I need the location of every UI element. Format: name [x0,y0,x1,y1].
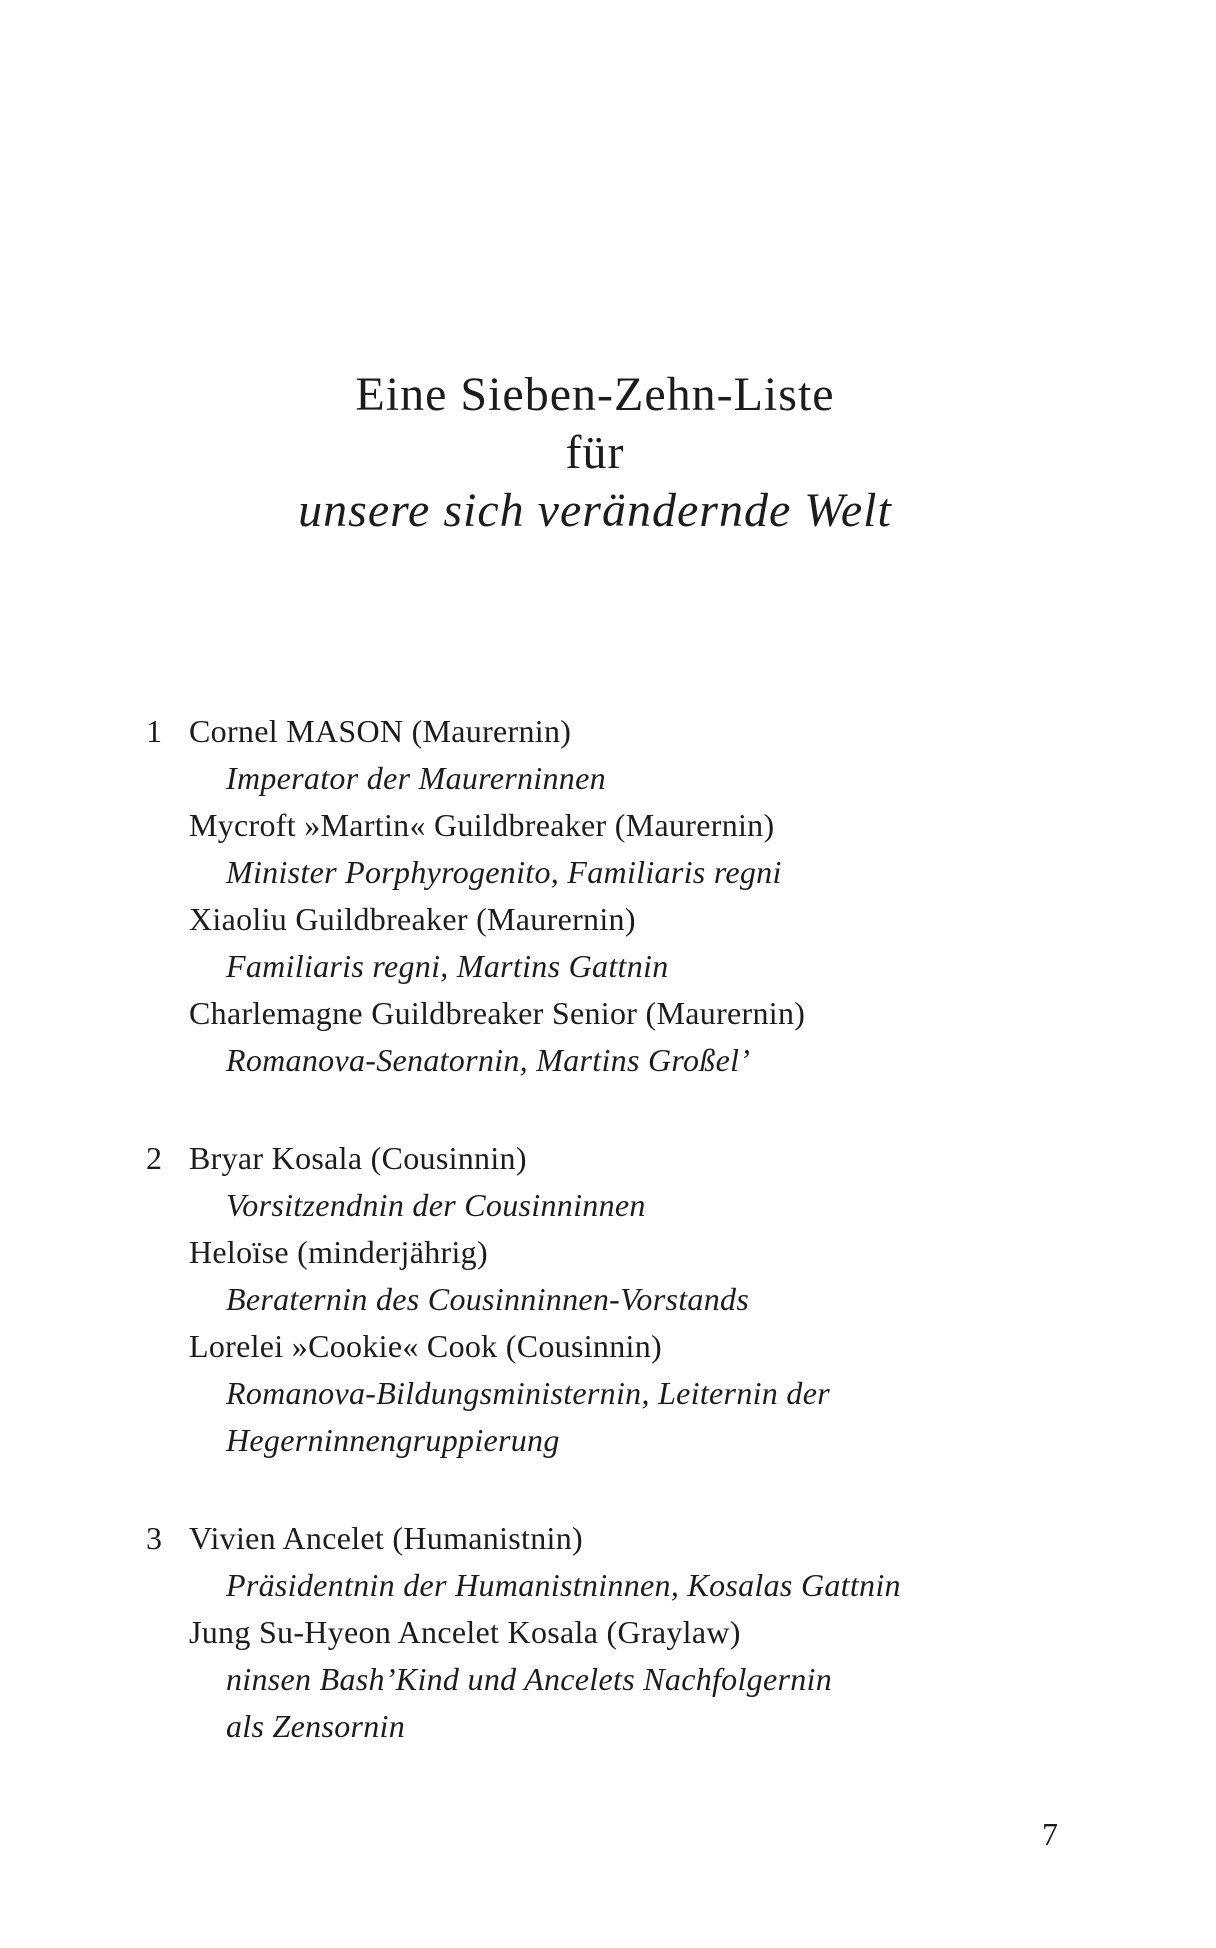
character-name: Charlemagne Guildbreaker Senior (Maurernin) [189,995,806,1031]
character-role: ninsen Bash’Kind und Ancelets Nachfolgernin [226,1661,833,1697]
title-line-2: für [565,426,625,479]
character-name: Xiaoliu Guildbreaker (Maurernin) [189,901,636,937]
character-role: Minister Porphyrogenito, Familiaris regni [226,854,782,890]
character-role: Romanova-Bildungsministernin, Leiternin der [226,1375,830,1411]
page-number: 7 [1042,1816,1058,1852]
character-role: als Zensornin [226,1708,406,1744]
character-name: Mycroft »Martin« Guildbreaker (Maurernin) [189,807,775,843]
character-name: Vivien Ancelet (Humanistnin) [189,1520,583,1556]
character-role: Beraternin des Cousinninnen-Vorstands [226,1281,750,1317]
group-lines [189,1515,1089,1750]
character-role: Familiaris regni, Martins Gattnin [226,948,669,984]
character-role: Präsidentnin der Humanistninnen, Kosalas Gattnin [226,1567,901,1603]
group-number: 3 [146,1520,162,1556]
character-name: Bryar Kosala (Cousinnin) [189,1140,527,1176]
group-number: 2 [146,1140,162,1176]
title-line-1: Eine Sieben-Zehn-Liste [355,368,835,421]
character-name: Cornel MASON (Maurernin) [189,713,572,749]
character-role: Hegerninnengruppierung [226,1422,560,1458]
character-role: Imperator der Maurerninnen [226,760,606,796]
character-name: Heloïse (minderjährig) [189,1234,488,1270]
character-role: Vorsitzendnin der Cousinninnen [226,1187,646,1223]
character-role: Romanova-Senatornin, Martins Großel’ [226,1042,751,1078]
title-line-3: unsere sich verändernde Welt [298,484,892,537]
character-name: Lorelei »Cookie« Cook (Cousinnin) [189,1328,662,1364]
group-lines [189,1135,1089,1464]
character-name: Jung Su-Hyeon Ancelet Kosala (Graylaw) [189,1614,741,1650]
group-number: 1 [146,713,162,749]
group-lines [189,708,1089,1084]
